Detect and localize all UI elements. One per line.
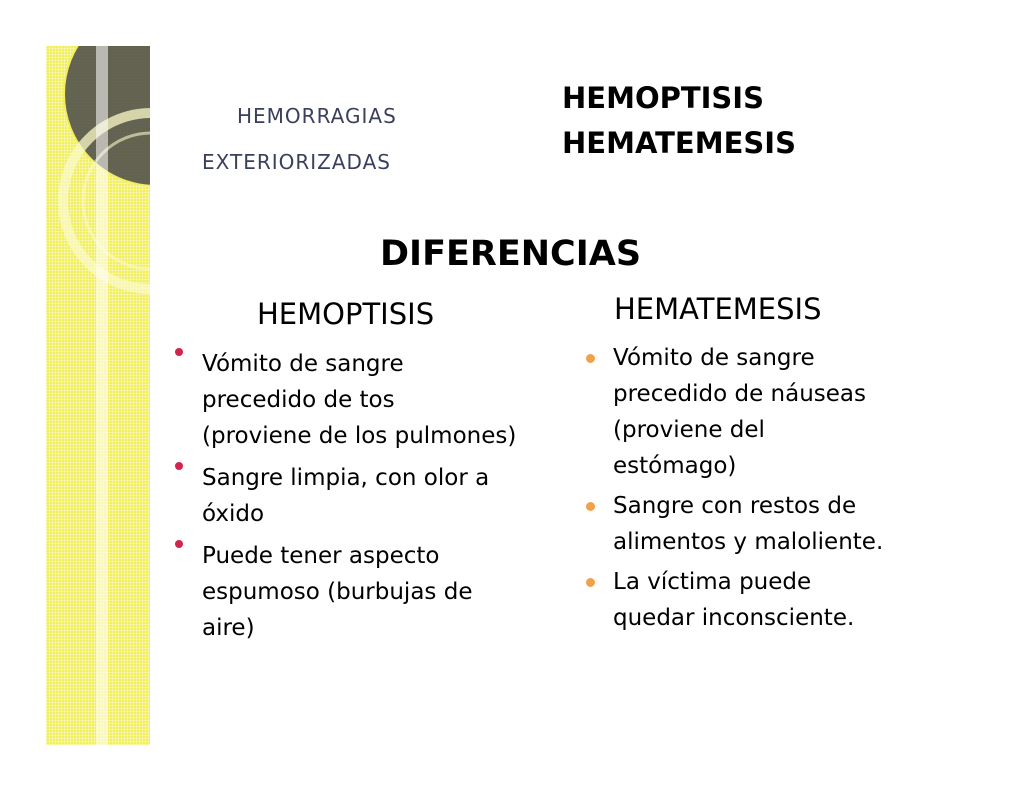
list-item-line: Vómito de sangre: [202, 351, 404, 377]
list-item-line: espumoso (burbujas de: [202, 579, 473, 605]
list-item: [175, 346, 595, 454]
bullet-icon: [175, 462, 183, 470]
list-item-line: alimentos y maloliente.: [613, 529, 884, 555]
list-item-line: aire): [202, 615, 255, 641]
list-item-line: (proviene del: [613, 417, 765, 443]
list-item: [175, 460, 595, 532]
list-item: [175, 538, 595, 646]
list-item-line: precedido de náuseas: [613, 381, 866, 407]
bullet-icon: [175, 348, 183, 356]
bullet-icon: [175, 540, 183, 548]
list-item: [584, 488, 944, 560]
header-hemoptisis: HEMOPTISIS: [562, 81, 764, 115]
header-hemorragias: HEMORRAGIAS: [237, 104, 397, 128]
list-item-line: Sangre con restos de: [613, 493, 857, 519]
slide-title: DIFERENCIAS: [380, 234, 642, 274]
bullet-icon: [586, 578, 595, 587]
list-item: [584, 564, 944, 636]
list-item-line: Vómito de sangre: [613, 345, 815, 371]
list-item-line: Puede tener aspecto: [202, 543, 440, 569]
header-exteriorizadas: EXTERIORIZADAS: [202, 150, 391, 174]
list-item-line: quedar inconsciente.: [613, 605, 855, 631]
column-heading-hematemesis: HEMATEMESIS: [614, 292, 822, 326]
list-item-line: Sangre limpia, con olor a: [202, 465, 490, 491]
list-item: [584, 340, 944, 484]
list-item-line: óxido: [202, 501, 265, 527]
hematemesis-list: [584, 340, 944, 636]
hemoptisis-list: [175, 346, 595, 646]
bullet-icon: [586, 502, 595, 511]
header-hematemesis: HEMATEMESIS: [562, 126, 796, 160]
band-highlight-stripe: [96, 46, 108, 745]
bullet-icon: [586, 354, 595, 363]
column-heading-hemoptisis: HEMOPTISIS: [257, 297, 435, 331]
list-item-line: estómago): [613, 453, 737, 479]
list-item-line: precedido de tos: [202, 387, 395, 413]
list-item-line: La víctima puede: [613, 569, 812, 595]
list-item-line: (proviene de los pulmones): [202, 423, 517, 449]
